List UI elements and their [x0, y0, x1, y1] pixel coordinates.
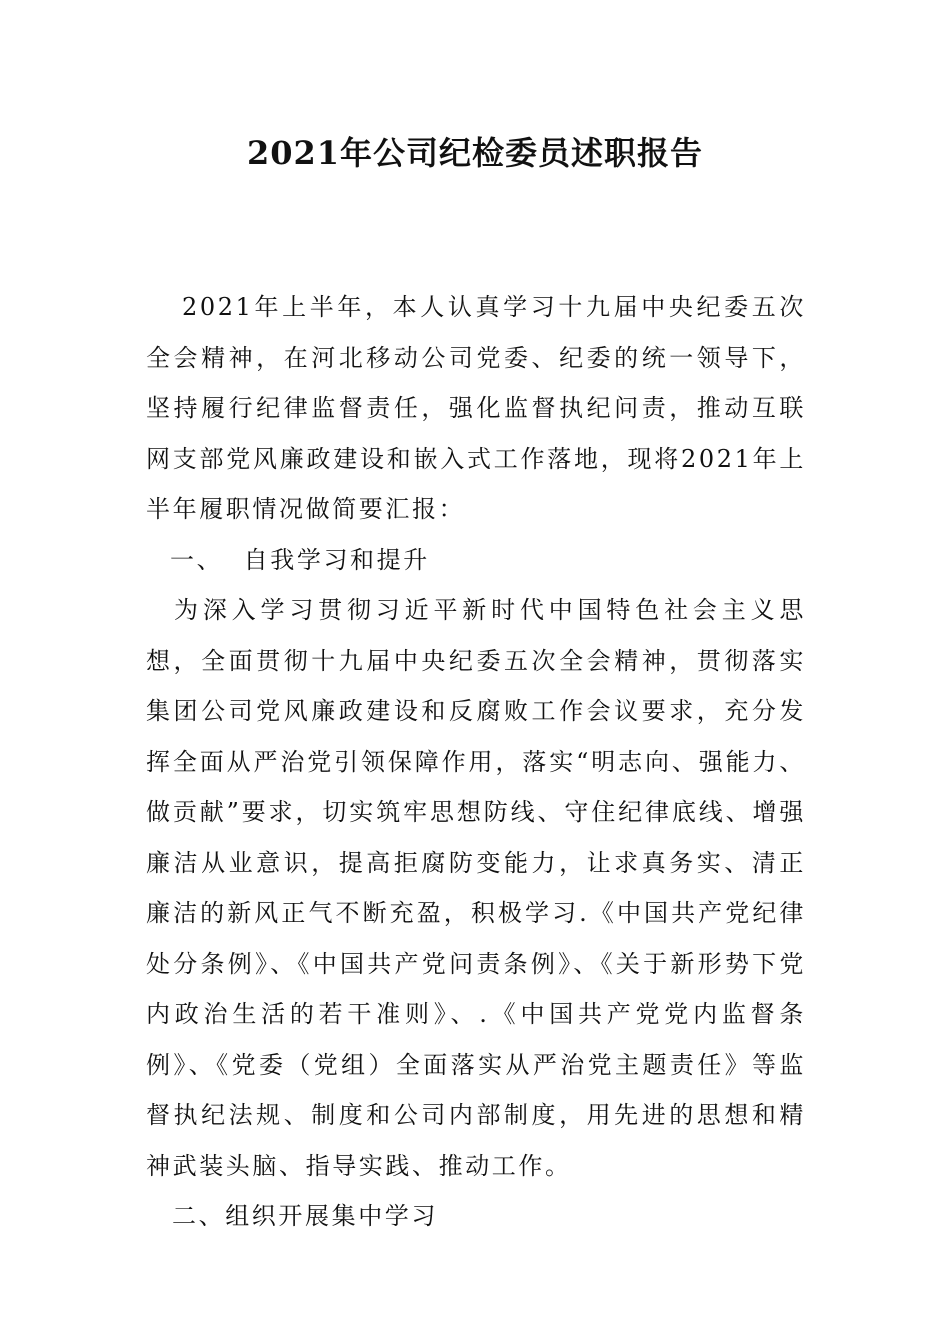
page-title: 2021年公司纪检委员述职报告: [246, 134, 704, 172]
section-2-heading: 二、组织开展集中学习: [172, 1202, 438, 1230]
section-1-heading: 一、 自我学习和提升: [170, 545, 430, 574]
intro-paragraph: 2021年上半年，本人认真学习十九届中央纪委五次全会精神，在河北移动公司党委、纪委的统一领导下，坚持履行纪律监督责任，强化监督执纪问责，推动互联网支部党风廉政建设和嵌入式工作落地，现将2021年上半年履职情况做简要汇报：: [146, 293, 806, 523]
document-body: [146, 282, 806, 1242]
section-1-paragraph: 为深入学习贯彻习近平新时代中国特色社会主义思想，全面贯彻十九届中央纪委五次全会精神，贯彻落实集团公司党风廉政建设和反腐败工作会议要求，充分发挥全面从严治党引领保障作用，落实“明志向、强能力、做贡献”要求，切实筑牢思想防线、守住纪律底线、增强廉洁从业意识，提高拒腐防变能力，让求真务实、清正廉洁的新风正气不断充盈，积极学习.《中国共产党纪律处分条例》、《中国共产党问责条例》、《关于新形势下党内政治生活的若干准则》、.《中国共产党党内监督条例》、《党委（党组）全面落实从严治党主题责任》等监督执纪法规、制度和公司内部制度，用先进的思想和精神武装头脑、指导实践、推动工作。: [146, 596, 806, 1180]
